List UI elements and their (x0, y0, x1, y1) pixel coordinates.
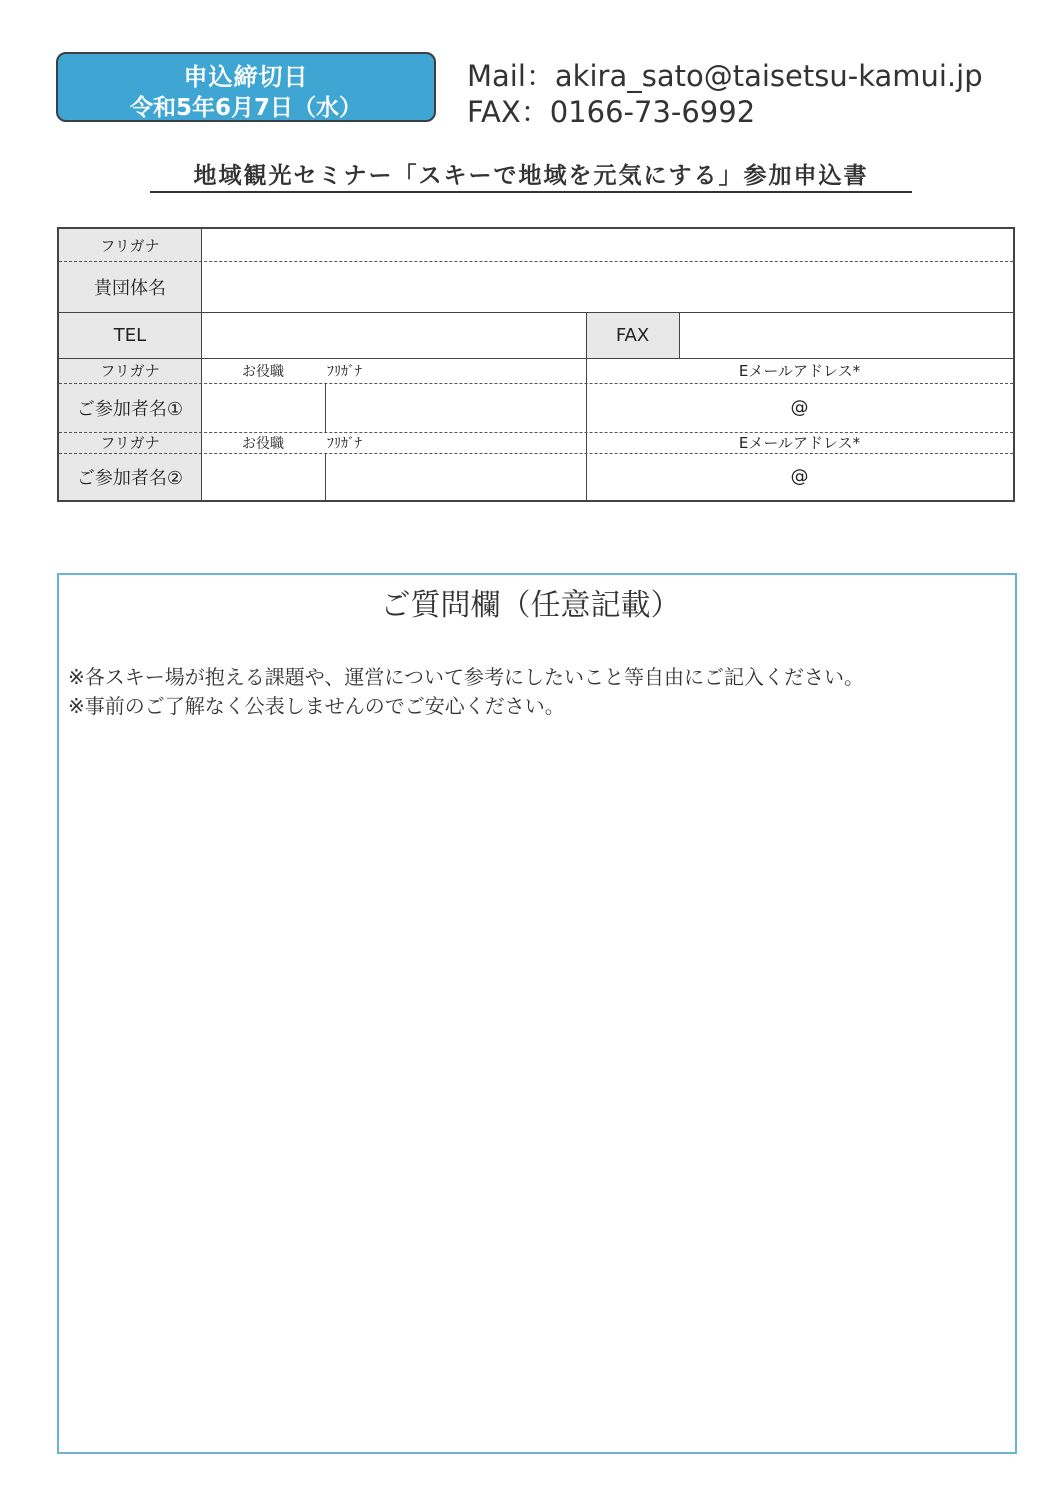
application-form (57, 227, 1015, 502)
org-name-label: 貴団体名 (59, 261, 201, 312)
deadline-box (56, 52, 436, 122)
participant2-email-input[interactable] (586, 453, 1013, 500)
divider (325, 383, 326, 432)
deadline-label: 申込締切日 (183, 63, 309, 91)
page-title: 地域観光セミナー「スキーで地域を元気にする」参加申込書 (150, 157, 912, 193)
participant2-name-furigana-label: ﾌﾘｶﾞﾅ (327, 435, 362, 452)
divider (325, 453, 326, 500)
org-furigana-label: フリガナ (59, 229, 201, 261)
divider (59, 432, 1013, 433)
questions-note-1: ※各スキー場が抱える課題や、運営について参考にしたいこと等自由にご記入ください。 (68, 665, 864, 689)
deadline-date: 令和5年6月7日（水） (129, 95, 362, 121)
divider (586, 358, 587, 500)
participant2-name-input[interactable] (325, 453, 586, 500)
participant2-position-input[interactable] (201, 453, 325, 500)
tel-input[interactable] (201, 312, 586, 358)
divider (586, 312, 587, 358)
divider (59, 261, 1013, 262)
participant2-at-sign: @ (790, 466, 809, 487)
fax-input[interactable] (679, 312, 1013, 358)
fax-label: FAX (586, 312, 679, 358)
participant1-position-label: お役職 (242, 363, 284, 380)
participant1-email-input[interactable] (586, 383, 1013, 432)
participant2-email-label: Eメールアドレス* (738, 434, 861, 452)
participant1-email-label: Eメールアドレス* (738, 362, 861, 380)
contact-fax: FAX：0166-73-6992 (467, 95, 756, 129)
divider (59, 312, 1013, 313)
divider (679, 312, 680, 358)
questions-title: ご質問欄（任意記載） (380, 588, 681, 623)
org-furigana-input[interactable] (201, 229, 1013, 261)
tel-label: TEL (59, 312, 201, 358)
divider (59, 358, 1013, 359)
questions-note-2: ※事前のご了解なく公表しませんのでご安心ください。 (68, 694, 565, 718)
participant2-label: ご参加者名② (59, 453, 201, 500)
participant1-position-input[interactable] (201, 383, 325, 432)
participant1-label: ご参加者名① (59, 383, 201, 432)
participant1-name-input[interactable] (325, 383, 586, 432)
divider (59, 383, 1013, 384)
label-column-divider (201, 229, 202, 500)
divider (59, 453, 1013, 454)
contact-mail: Mail：akira_sato@taisetsu-kamui.jp (467, 59, 983, 93)
participant1-name-furigana-label: ﾌﾘｶﾞﾅ (327, 363, 362, 380)
participant2-position-label: お役職 (242, 435, 284, 452)
participant2-furigana-label: フリガナ (59, 432, 201, 453)
org-name-input[interactable] (201, 261, 1013, 312)
participant1-furigana-label: フリガナ (59, 358, 201, 383)
participant1-at-sign: @ (790, 397, 809, 418)
